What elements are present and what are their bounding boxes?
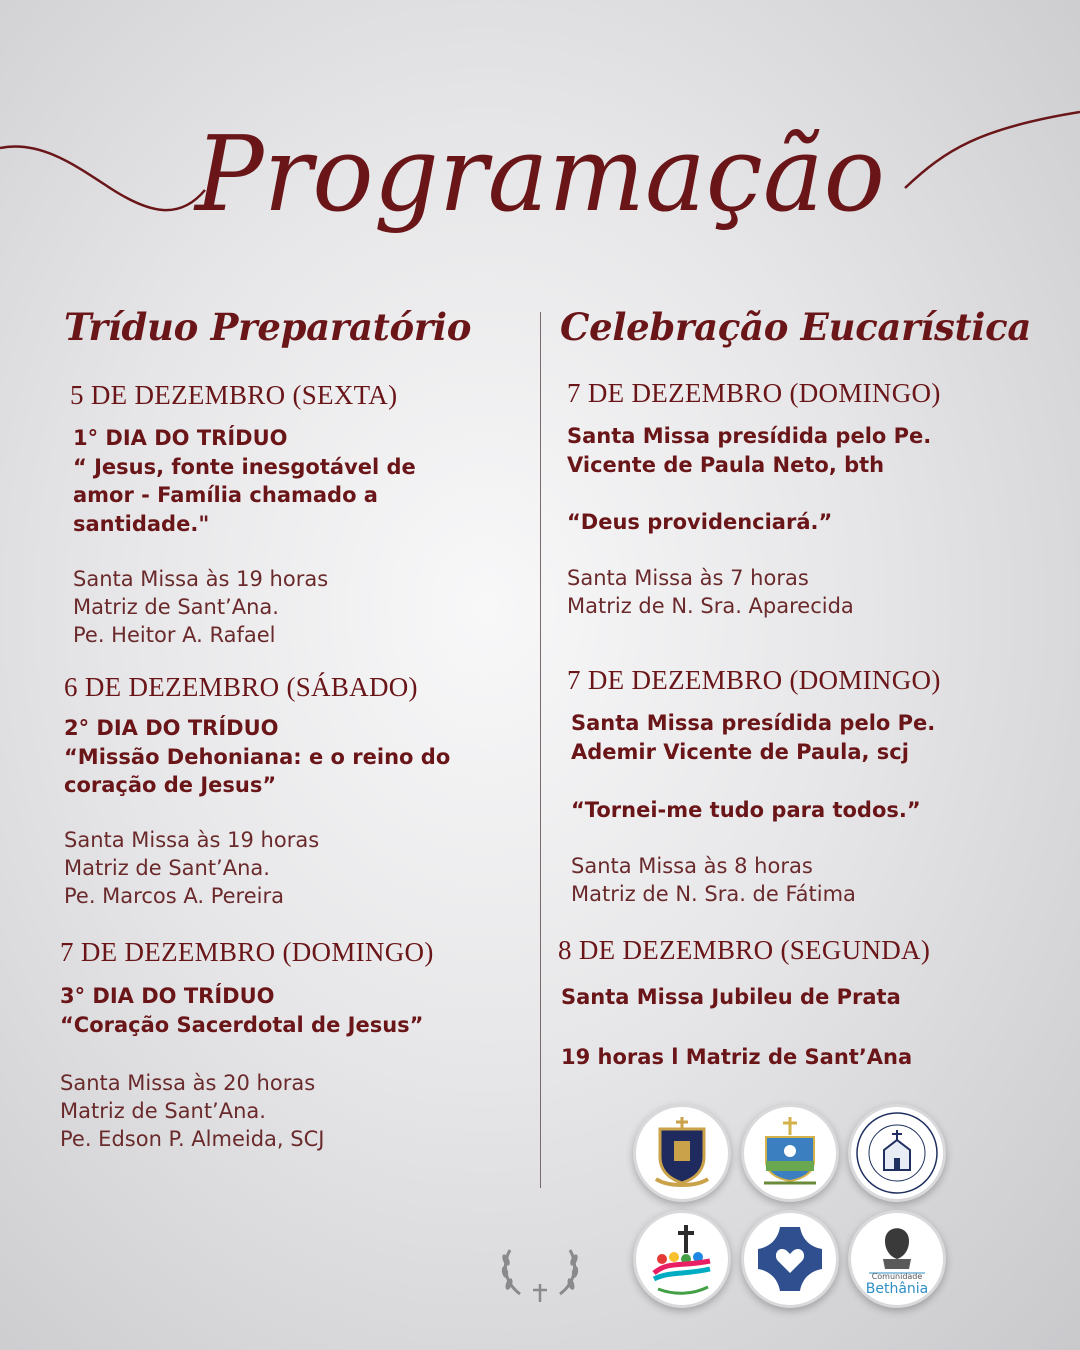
- church-seal-icon: [854, 1110, 940, 1196]
- triduo-day2-date: 6 DE DEZEMBRO (SÁBADO): [64, 672, 418, 702]
- title-text: Programação: [193, 113, 885, 235]
- event1-info: Santa Missa às 7 horas Matriz de N. Sra. Aparecida: [567, 566, 854, 618]
- event2-info: Santa Missa às 8 horas Matriz de N. Sra. de Fátima: [571, 854, 856, 906]
- cross-heart-logo: [741, 1210, 839, 1308]
- programacao-title: [0, 40, 1080, 240]
- svg-text:Bethânia: Bethânia: [865, 1281, 929, 1297]
- event1-quote: “Deus providenciará.”: [567, 510, 833, 534]
- cross-heart-icon: [750, 1219, 830, 1299]
- triduo-day3-info: Santa Missa às 20 horas Matriz de Sant’Ana. Pe. Edson P. Almeida, SCJ: [60, 1071, 325, 1151]
- sacerdotes-coracao-jesus-seal: [848, 1104, 946, 1202]
- triduo-day1-date: 5 DE DEZEMBRO (SEXTA): [70, 380, 398, 410]
- triduo-day3-theme: 3° DIA DO TRÍDUO “Coração Sacerdotal de Jesus”: [60, 984, 424, 1037]
- triduo-day3-date: 7 DE DEZEMBRO (DOMINGO): [60, 937, 434, 967]
- event1-date: 7 DE DEZEMBRO (DOMINGO): [567, 378, 941, 408]
- cross-icon: [533, 1284, 547, 1302]
- event3-title: Santa Missa Jubileu de Prata: [561, 985, 901, 1009]
- triduo-day2-info: Santa Missa às 19 horas Matriz de Sant’Ana. Pe. Marcos A. Pereira: [64, 828, 320, 908]
- event2-date: 7 DE DEZEMBRO (DOMINGO): [567, 665, 941, 695]
- event2-quote: “Tornei-me tudo para todos.”: [571, 798, 921, 822]
- event2-presider: Santa Missa presídida pelo Pe. Ademir Vicente de Paula, scj: [571, 711, 936, 764]
- event1-presider: Santa Missa presídida pelo Pe. Vicente de Paula Neto, bth: [567, 424, 932, 477]
- celebracao-heading: Celebração Eucarística: [560, 305, 1032, 349]
- column-divider: [540, 312, 541, 1188]
- crest-icon: [750, 1113, 830, 1193]
- triduo-heading: Tríduo Preparatório: [64, 305, 472, 349]
- triduo-day1-info: Santa Missa às 19 horas Matriz de Sant’Ana. Pe. Heitor A. Rafael: [73, 567, 329, 647]
- event3-info: 19 horas l Matriz de Sant’Ana: [561, 1045, 913, 1069]
- bethania-icon: [855, 1217, 939, 1301]
- pilgrims-icon: [640, 1217, 724, 1301]
- shield-icon: [642, 1113, 722, 1193]
- diocese-crest-logo: [741, 1104, 839, 1202]
- triduo-day1-theme: 1° DIA DO TRÍDUO “ Jesus, fonte inesgotável de amor - Família chamado a santidade.": [73, 426, 416, 536]
- jubileu-2025-logo: [633, 1210, 731, 1308]
- event3-date: 8 DE DEZEMBRO (SEGUNDA): [558, 935, 931, 965]
- jubileu-seal: [482, 1198, 598, 1330]
- comunidade-bethania-logo: [848, 1210, 946, 1308]
- parish-crest-logo: [633, 1104, 731, 1202]
- triduo-day2-theme: 2° DIA DO TRÍDUO “Missão Dehoniana: e o reino do coração de Jesus”: [64, 716, 451, 797]
- svg-text:Comunidade: Comunidade: [871, 1272, 923, 1281]
